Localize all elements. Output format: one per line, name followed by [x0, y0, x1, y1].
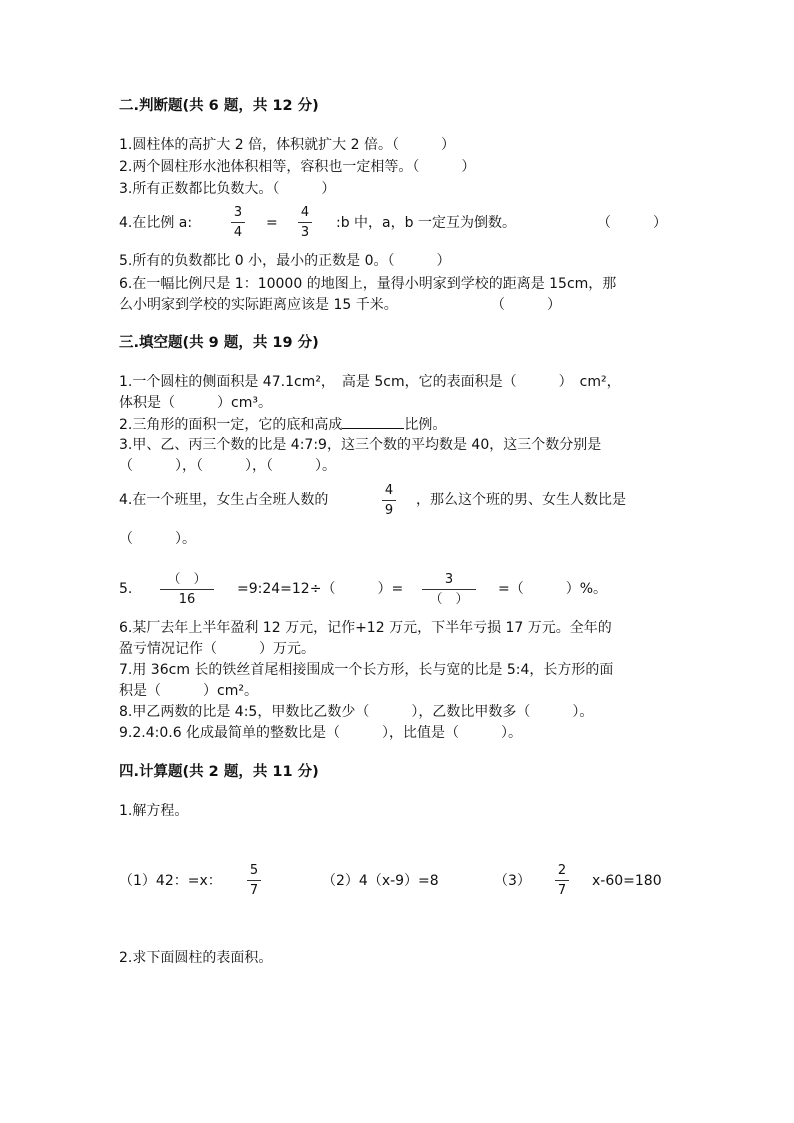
fraction-numerator: 3 [444, 572, 454, 587]
fill-question-3-line2: （ ），（ ），（ ）。 [119, 458, 336, 474]
section3-heading: 三.填空题(共 9 题，共 19 分) [119, 335, 319, 351]
fill-q5-middle: =9:24=12÷（ ）= [237, 581, 404, 597]
fraction-denominator: 7 [557, 883, 567, 898]
fraction-numerator: 3 [233, 205, 243, 220]
fill-question-8: 8.甲乙两数的比是 4:5，甲数比乙数少（ ），乙数比甲数多（ ）。 [119, 704, 594, 720]
fraction-denominator: 16 [178, 592, 196, 607]
fill-q5-suffix: =（ ）%。 [498, 581, 608, 597]
fill-question-1-line2: 体积是（ ）cm³。 [119, 395, 272, 411]
fill-q2-prefix: 2.三角形的面积一定，它的底和高成 [119, 417, 343, 433]
fraction-numerator: 4 [384, 483, 394, 498]
fraction-3-over-blank [422, 572, 476, 607]
fill-question-2 [119, 414, 446, 435]
answer-paren: （ ） [597, 215, 667, 231]
judge-question-1: 1.圆柱体的高扩大 2 倍，体积就扩大 2 倍。（ ） [119, 137, 455, 153]
fill-q2-suffix: 比例。 [404, 417, 447, 433]
fraction-denominator: 9 [384, 503, 394, 518]
fill-question-6-line1: 6.某厂去年上半年盈利 12 万元，记作+12 万元，下半年亏损 17 万元。全年的 [119, 620, 612, 636]
judge-q4-suffix: :b 中，a，b 一定互为倒数。 [336, 215, 516, 231]
fill-question-7-line2: 积是（ ）cm²。 [119, 683, 258, 699]
equation-3-prefix: （3） [494, 873, 531, 889]
fraction-5-7 [247, 863, 261, 898]
fraction-blank-over-16 [160, 572, 214, 607]
fraction-numerator: 2 [557, 863, 567, 878]
judge-question-6-line2: 么小明家到学校的实际距离应该是 15 千米。 [119, 297, 398, 313]
fraction-denominator: 7 [249, 883, 259, 898]
fill-q4-line2: （ ）。 [119, 531, 196, 547]
fill-question-3-line1: 3.甲、乙、丙三个数的比是 4:7:9，这三个数的平均数是 40，这三个数分别是 [119, 437, 602, 453]
fill-question-7-line1: 7.用 36cm 长的铁丝首尾相接围成一个长方形，长与宽的比是 5:4，长方形的面 [119, 662, 614, 678]
fill-question-9: 9.2.4:0.6 化成最简单的整数比是（ ），比值是（ ）。 [119, 725, 523, 741]
equation-2: （2）4（x-9）=8 [322, 873, 439, 889]
fraction-2-7 [555, 863, 569, 898]
judge-question-5: 5.所有的负数都比 0 小，最小的正数是 0。（ ） [119, 253, 451, 269]
answer-blank-line [342, 414, 404, 429]
calc-question-2-title: 2.求下面圆柱的表面积。 [119, 950, 273, 966]
judge-question-2: 2.两个圆柱形水池体积相等，容积也一定相等。（ ） [119, 159, 476, 175]
equation-3-suffix: x-60=180 [592, 873, 662, 889]
fill-question-6-line2: 盈亏情况记作（ ）万元。 [119, 641, 315, 657]
fraction-numerator: 4 [300, 205, 310, 220]
section4-heading: 四.计算题(共 2 题，共 11 分) [119, 764, 319, 780]
fill-q4-suffix: ，那么这个班的男、女生人数比是 [416, 492, 626, 508]
calc-question-1-title: 1.解方程。 [119, 803, 189, 819]
judge-question-6-line1: 6.在一幅比例尺是 1：10000 的地图上，量得小明家到学校的距离是 15cm，那 [119, 276, 617, 292]
section2-heading: 二.判断题(共 6 题，共 12 分) [119, 98, 319, 114]
judge-question-3: 3.所有正数都比负数大。（ ） [119, 181, 336, 197]
fraction-numerator: 5 [249, 863, 259, 878]
fraction-4-9 [382, 483, 396, 518]
equation-1-prefix: （1）42：=x： [119, 873, 222, 889]
judge-q4-prefix: 4.在比例 a: [119, 215, 193, 231]
fraction-denominator: 4 [233, 225, 243, 240]
fraction-4-3 [298, 205, 312, 240]
fraction-3-4 [231, 205, 245, 240]
fraction-denominator: 3 [300, 225, 310, 240]
equals-sign: = [266, 215, 278, 231]
fraction-numerator: （ ） [167, 572, 207, 587]
fraction-denominator: （ ） [429, 592, 469, 607]
answer-paren: （ ） [491, 297, 561, 313]
fill-question-1-line1: 1.一个圆柱的侧面积是 47.1cm²， 高是 5cm，它的表面积是（ ） cm²， [119, 374, 621, 390]
fill-q5-label: 5. [119, 581, 133, 597]
fill-q4-prefix: 4.在一个班里，女生占全班人数的 [119, 492, 329, 508]
